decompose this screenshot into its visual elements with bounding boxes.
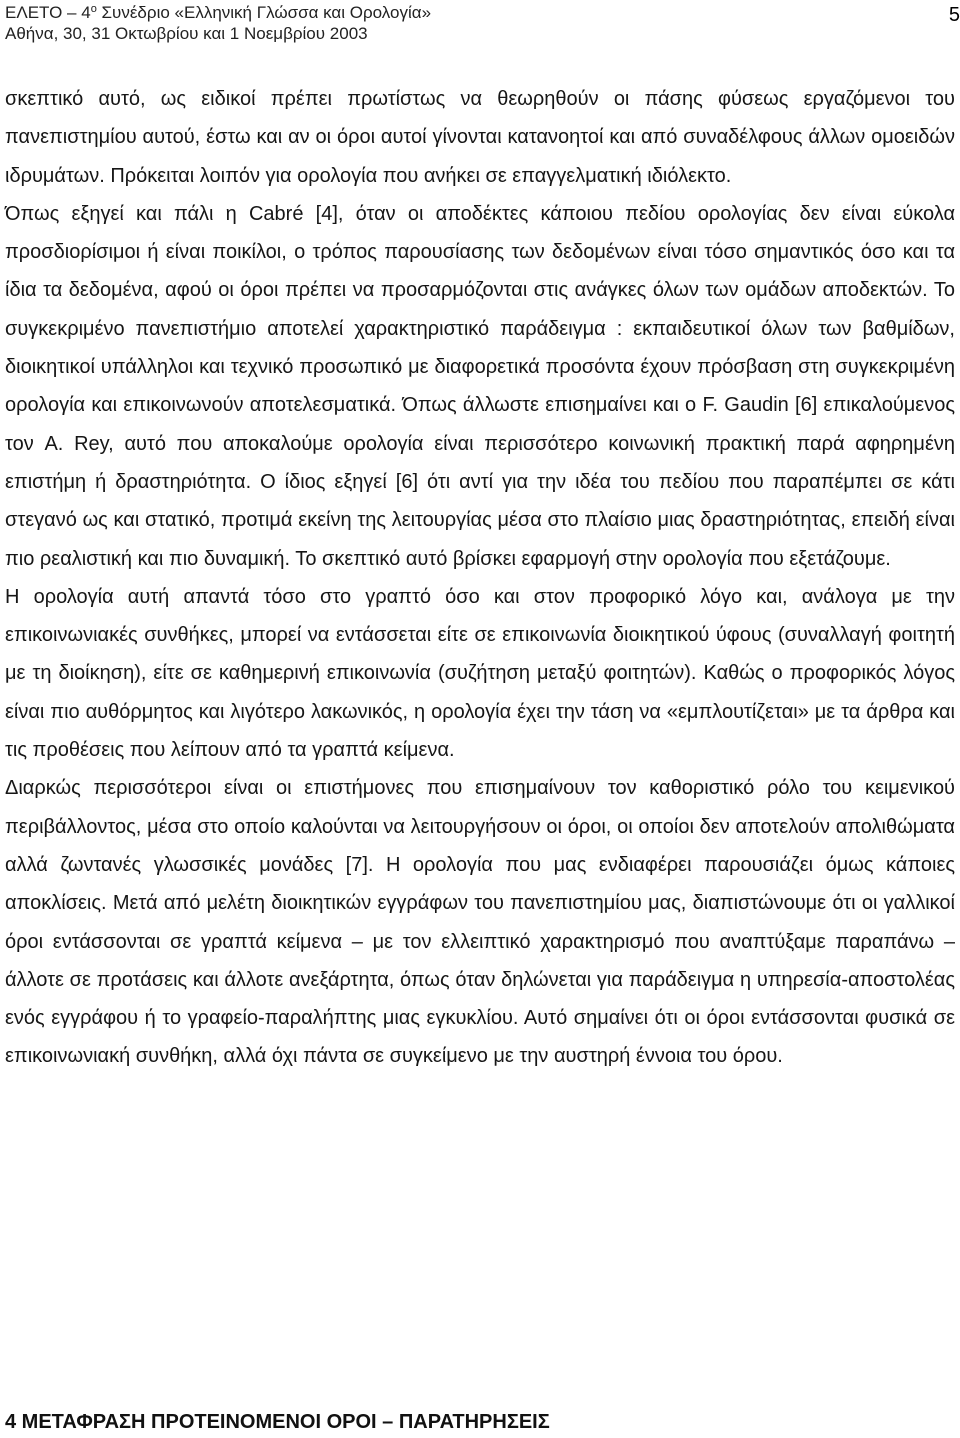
running-header [5, 2, 955, 44]
paragraph: σκεπτικό αυτό, ως ειδικοί πρέπει πρωτίστως να θεωρηθούν οι πάσης φύσεως εργαζόμενοι του πανεπιστημίου αυτού, έστω και αν οι όροι αυτοί γίνονται κατανοητοί και από συναδέλφους άλλων ομοειδών ιδρυμάτων. Πρόκειται λοιπόν για ορολογία που ανήκει σε επαγγελματική ιδιόλεκτο. [5, 88, 955, 187]
paragraph: Διαρκώς περισσότεροι είναι οι επιστήμονες που επισημαίνουν τον καθοριστικό ρόλο του κειμενικού περιβάλλοντος, μέσα στο οποίο καλούνται να λειτουργήσουν οι όροι, οι οποίοι δεν αποτελούν απολιθώματα αλλά ζωντανές γλωσσικές μονάδες [7]. Η ορολογία που μας ενδιαφέρει παρουσιάζει όμως κάποιες αποκλίσεις. Μετά από μελέτη διοικητικών εγγράφων του πανεπιστημίου μας, διαπιστώνουμε ότι οι γαλλικοί όροι εντάσσονται σε γραπτά κείμενα – με τον ελλειπτικό χαρακτηρισμό που αναπτύξαμε παραπάνω – άλλοτε σε προτάσεις και άλλοτε ανεξάρτητα, όπως όταν δηλώνεται για παράδειγμα η υπηρεσία-αποστολέας ενός εγγράφου ή το γραφείο-παραλήπτης μιας εγκυκλίου. Αυτό σημαίνει ότι οι όροι εντάσσονται φυσικά σε επικοινωνιακή συνθήκη, αλλά όχι πάντα σε συγκείμενο με την αυστηρή έννοια του όρου. [5, 777, 955, 1068]
paragraph: Η ορολογία αυτή απαντά τόσο στο γραπτό όσο και στον προφορικό λόγο και, ανάλογα με την επικοινωνιακές συνθήκες, μπορεί να εντάσσεται είτε σε επικοινωνία διοικητικού ύφους (συναλλαγή φοιτητή με τη διοίκηση), είτε σε καθημερινή επικοινωνία (συζήτηση μεταξύ φοιτητών). Καθώς ο προφορικός λόγος είναι πιο αυθόρμητος και λιγότερο λακωνικός, η ορολογία έχει την τάση να «εμπλουτίζεται» με τα άρθρα και τις προθέσεις που λείπουν από τα γραπτά κείμενα. [5, 585, 955, 762]
paragraph: Όπως εξηγεί και πάλι η Cabré [4], όταν οι αποδέκτες κάποιου πεδίου ορολογίας δεν είναι εύκολα προσδιορίσιμοι ή είναι ποικίλοι, ο τρόπος παρουσίασης των δεδομένων είναι τόσο σημαντικός όσο και τα ίδια τα δεδομένα, αφού οι όροι πρέπει να προσαρμόζονται στις ανάγκες όλων των ομάδων αποδεκτών. Το συγκεκριμένο πανεπιστήμιο αποτελεί χαρακτηριστικό παράδειγμα : εκπαιδευτικοί όλων των βαθμίδων, διοικητικοί υπάλληλοι και τεχνικό προσωπικό με διαφορετικά προσόντα έχουν πρόσβαση στη συγκεκριμένη ορολογία και επικοινωνούν αποτελεσματικά. Όπως άλλωστε επισημαίνει και ο F. Gaudin [6] επικαλούμενος τον A. Rey, αυτό που αποκαλούμε ορολογία είναι περισσότερο κοινωνική πρακτική παρά αφηρημένη επιστήμη ή δραστηριότητα. Ο ίδιος εξηγεί [6] ότι αντί για την ιδέα του πεδίου που παραπέμπει σε κάτι στεγανό ως και στατικό, προτιμά εκείνη της λειτουργίας μέσα στο πλαίσιο μιας δραστηριότητας, επειδή είναι πιο ρεαλιστική και πιο δυναμική. Το σκεπτικό αυτό βρίσκει εφαρμογή στην ορολογία που εξετάζουμε. [5, 202, 955, 570]
ordinal-superscript: ο [90, 3, 97, 15]
page-number: 5 [948, 4, 960, 26]
conference-title-prefix: ΕΛΕΤΟ – 4 [5, 3, 91, 22]
conference-title [5, 2, 955, 23]
document-body [5, 80, 955, 1076]
conference-title-suffix: Συνέδριο «Ελληνική Γλώσσα και Ορολογία» [96, 3, 432, 22]
conference-dates: Αθήνα, 30, 31 Οκτωβρίου και 1 Νοεμβρίου 2003 [5, 24, 368, 43]
section-heading: 4 ΜΕΤΑΦΡΑΣΗ ΠΡΟΤΕΙΝΟΜΕΝΟΙ ΟΡΟΙ – ΠΑΡΑΤΗΡΗΣΕΙΣ [5, 1411, 550, 1433]
